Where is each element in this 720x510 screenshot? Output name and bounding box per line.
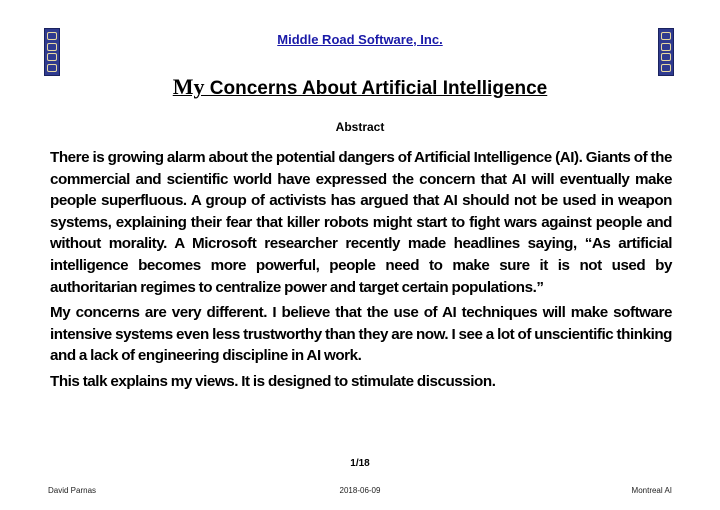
footer-author: David Parnas	[48, 486, 97, 495]
title-first-word: My	[172, 74, 205, 99]
abstract-heading: Abstract	[335, 120, 385, 134]
page-title	[0, 74, 720, 100]
abstract-paragraph-3: This talk explains my views. It is designed to stimulate discussion.	[50, 372, 496, 390]
company-name: Middle Road Software, Inc.	[277, 32, 443, 47]
footer-location: Montreal AI	[631, 486, 672, 495]
abstract-paragraph-1: There is growing alarm about the potential dangers of Artificial Intelligence (AI). Giants of the commercial and scientific world have expressed the concern that AI will eventually make people superfluous. A group of activists has argued that AI should not be used in weapon systems, explaining their fear that killer robots might start to fight wars against people and without morality. A Microsoft researcher recently made headlines saying, “As artificial intelligence becomes more powerful, people need to make sure it is not used by authoritarian regimes to centralize power and target certain populations.”	[50, 149, 672, 296]
abstract-body	[50, 147, 672, 397]
page-number: 1/18	[350, 458, 370, 469]
footer-date: 2018-06-09	[339, 486, 381, 495]
abstract-paragraph-2: My concerns are very different. I believe that the use of AI techniques will make software intensive systems even less trustworthy than they are now. I see a lot of unscientific thinking and a lack of engineering discipline in AI work.	[50, 304, 672, 365]
title-rest: Concerns About Artificial Intelligence	[204, 78, 548, 99]
